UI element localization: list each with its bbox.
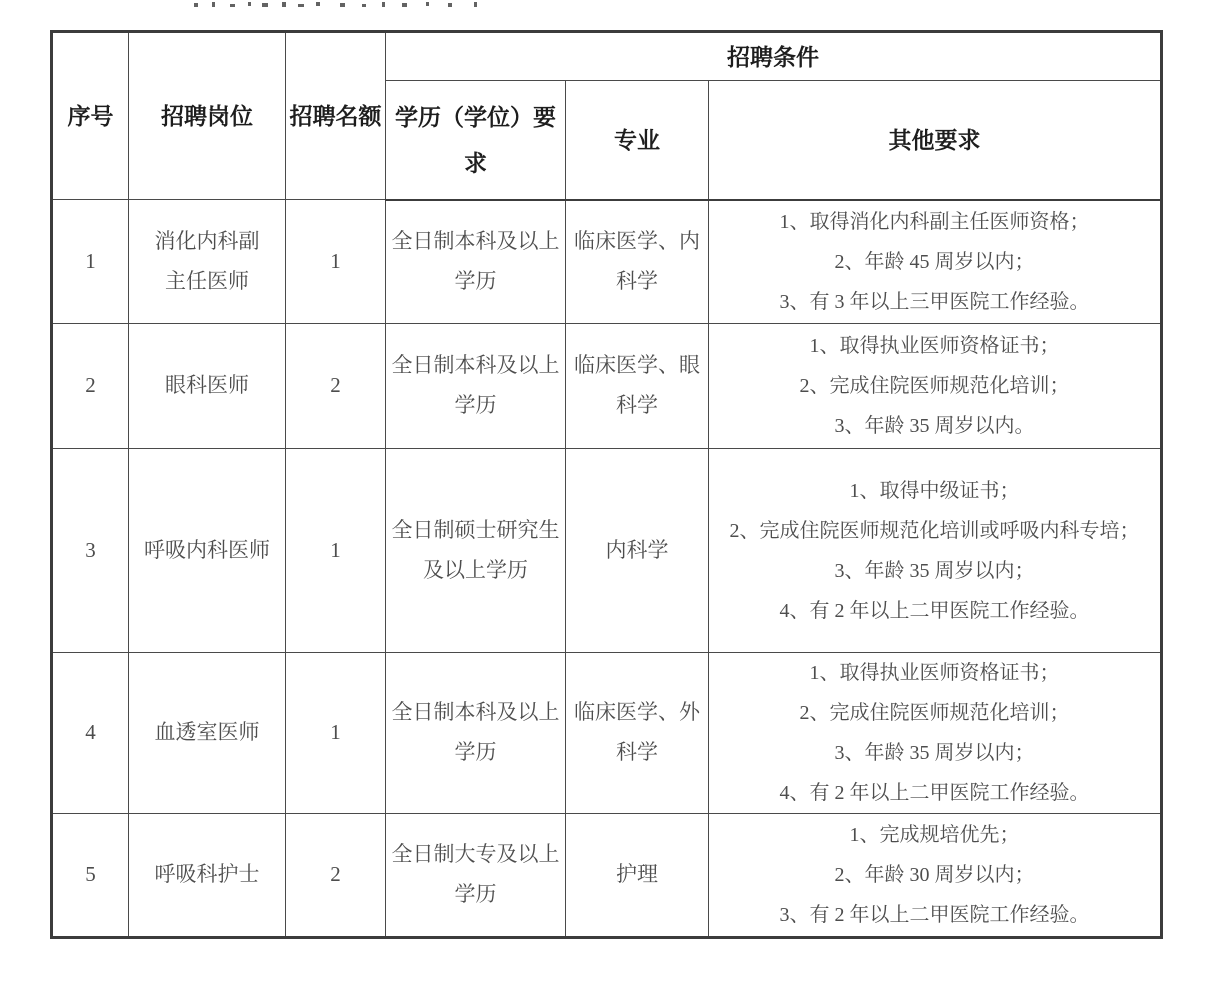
- cell-education: 全日制本科及以上学历: [386, 324, 566, 449]
- requirement-item: 4、有 2 年以上二甲医院工作经验。: [779, 782, 1090, 804]
- cell-seq: 3: [52, 449, 129, 653]
- cell-quota: 1: [286, 449, 386, 653]
- cell-major: 内科学: [566, 449, 709, 653]
- cell-seq: 4: [52, 653, 129, 814]
- cell-position: 消化内科副主任医师: [129, 200, 286, 324]
- cell-major: 护理: [566, 814, 709, 938]
- requirement-item: 1、取得执业医师资格证书；: [809, 662, 1060, 684]
- cell-quota: 1: [286, 653, 386, 814]
- requirement-item: 1、取得中级证书；: [849, 479, 1020, 502]
- header-major: 专业: [566, 81, 709, 200]
- cell-education: 全日制大专及以上学历: [386, 814, 566, 938]
- cell-major: 临床医学、内科学: [566, 200, 709, 324]
- cell-seq: 1: [52, 200, 129, 324]
- cell-quota: 2: [286, 814, 386, 938]
- header-row-top: [52, 32, 1162, 81]
- cell-education: 全日制硕士研究生及以上学历: [386, 449, 566, 653]
- requirement-item: 3、有 3 年以上三甲医院工作经验。: [779, 290, 1090, 313]
- recruitment-table: [50, 30, 1163, 939]
- requirement-item: 2、年龄 45 周岁以内；: [834, 250, 1035, 273]
- header-quota: 招聘名额: [286, 32, 386, 200]
- cell-major: 临床医学、外科学: [566, 653, 709, 814]
- cell-position: 血透室医师: [129, 653, 286, 814]
- cropped-title-fragments: [190, 0, 500, 14]
- cell-requirements: [709, 200, 1162, 324]
- header-position: 招聘岗位: [129, 32, 286, 200]
- requirement-item: 3、年龄 35 周岁以内；: [834, 742, 1035, 764]
- cell-position: 呼吸科护士: [129, 814, 286, 938]
- requirement-item: 2、完成住院医师规范化培训或呼吸内科专培；: [729, 519, 1140, 542]
- header-seq: 序号: [52, 32, 129, 200]
- table-row: [52, 200, 1162, 324]
- header-education: 学历（学位）要求: [386, 81, 566, 200]
- cell-requirements: [709, 449, 1162, 653]
- header-other: 其他要求: [709, 81, 1162, 200]
- cell-quota: 2: [286, 324, 386, 449]
- requirement-item: 1、取得消化内科副主任医师资格；: [779, 210, 1090, 233]
- requirement-item: 1、完成规培优先；: [849, 824, 1020, 846]
- requirement-item: 3、年龄 35 周岁以内；: [834, 559, 1035, 582]
- table-row: [52, 814, 1162, 938]
- cell-education: 全日制本科及以上学历: [386, 653, 566, 814]
- cell-position: 呼吸内科医师: [129, 449, 286, 653]
- requirement-item: 1、取得执业医师资格证书；: [809, 335, 1060, 357]
- table-row: [52, 324, 1162, 449]
- requirement-item: 4、有 2 年以上二甲医院工作经验。: [779, 599, 1090, 622]
- header-conditions: 招聘条件: [386, 32, 1162, 81]
- cell-major: 临床医学、眼科学: [566, 324, 709, 449]
- cell-education: 全日制本科及以上学历: [386, 200, 566, 324]
- cell-quota: 1: [286, 200, 386, 324]
- table-row: [52, 449, 1162, 653]
- table-row: [52, 653, 1162, 814]
- cell-position: 眼科医师: [129, 324, 286, 449]
- requirement-item: 2、完成住院医师规范化培训；: [799, 375, 1070, 397]
- requirement-item: 2、年龄 30 周岁以内；: [834, 864, 1035, 886]
- requirement-item: 2、完成住院医师规范化培训；: [799, 702, 1070, 724]
- cell-seq: 2: [52, 324, 129, 449]
- cell-seq: 5: [52, 814, 129, 938]
- requirement-item: 3、有 2 年以上二甲医院工作经验。: [779, 904, 1090, 926]
- cell-requirements: [709, 324, 1162, 449]
- cell-requirements: [709, 814, 1162, 938]
- cell-requirements: [709, 653, 1162, 814]
- requirement-item: 3、年龄 35 周岁以内。: [834, 415, 1035, 437]
